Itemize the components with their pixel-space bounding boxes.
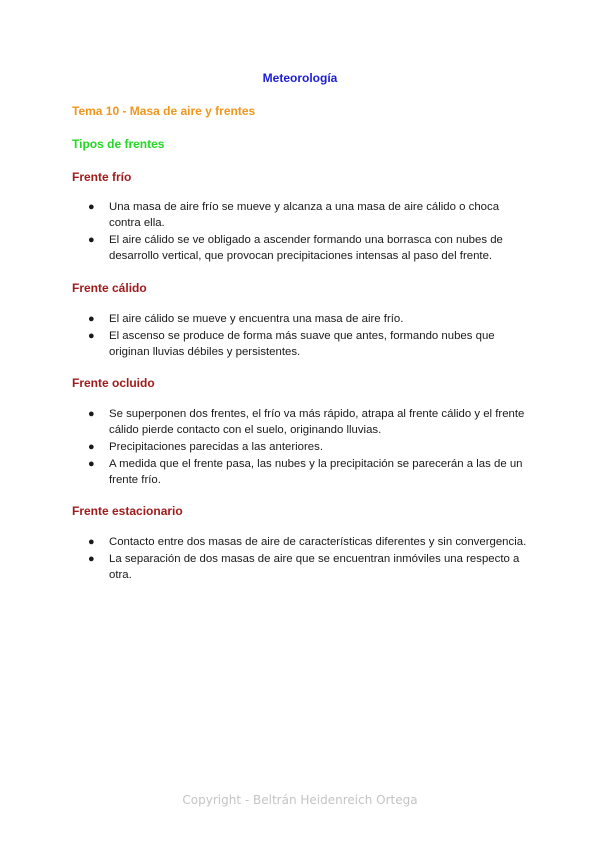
list-item-text: A medida que el frente pasa, las nubes y la precipitación se parecerán a las de un frente frío.	[109, 458, 523, 486]
bullet-icon: ●	[88, 408, 95, 420]
list-item-text: El aire cálido se mueve y encuentra una masa de aire frío.	[109, 313, 404, 325]
list-item	[72, 439, 532, 455]
list-item	[72, 199, 532, 231]
section-heading-frente-ocluido: Frente ocluido	[72, 376, 155, 390]
list-item	[72, 534, 532, 550]
list-item-text: El aire cálido se ve obligado a ascender formando una borrasca con nubes de desarrollo vertical, que provocan precipitaciones intensas al paso del frente.	[109, 234, 503, 262]
bullet-icon: ●	[88, 330, 95, 342]
list-item-text: Contacto entre dos masas de aire de características diferentes y sin convergencia.	[109, 536, 527, 548]
section-heading-frente-frio: Frente frío	[72, 170, 132, 184]
bullet-icon: ●	[88, 313, 95, 325]
section-heading-frente-estacionario: Frente estacionario	[72, 504, 183, 518]
bullet-icon: ●	[88, 234, 95, 246]
bullet-list-frente-ocluido	[72, 406, 532, 489]
bullet-list-frente-calido	[72, 311, 532, 361]
list-item	[72, 551, 532, 583]
bullet-icon: ●	[88, 441, 95, 453]
subtopic-title: Tipos de frentes	[72, 137, 165, 151]
bullet-icon: ●	[88, 536, 95, 548]
copyright-footer: Copyright - Beltrán Heidenreich Ortega	[182, 793, 418, 807]
list-item-text: El ascenso se produce de forma más suave que antes, formando nubes que originan lluvias débiles y persistentes.	[109, 330, 495, 358]
document-title: Meteorología	[262, 71, 338, 85]
bullet-list-frente-frio	[72, 199, 532, 265]
bullet-icon: ●	[88, 553, 95, 565]
list-item	[72, 328, 532, 360]
bullet-icon: ●	[88, 458, 95, 470]
section-heading-frente-calido: Frente cálido	[72, 281, 147, 295]
list-item-text: Precipitaciones parecidas a las anteriores.	[109, 441, 324, 453]
list-item-text: La separación de dos masas de aire que se encuentran inmóviles una respecto a otra.	[109, 553, 520, 581]
topic-title: Tema 10 - Masa de aire y frentes	[72, 104, 256, 118]
list-item	[72, 406, 532, 438]
list-item	[72, 311, 532, 327]
list-item-text: Se superponen dos frentes, el frío va más rápido, atrapa al frente cálido y el frente cálido pierde contacto con el suelo, originando lluvias.	[109, 408, 525, 436]
list-item	[72, 456, 532, 488]
list-item-text: Una masa de aire frío se mueve y alcanza a una masa de aire cálido o choca contra ella.	[109, 201, 500, 229]
list-item	[72, 232, 532, 264]
bullet-list-frente-estacionario	[72, 534, 532, 584]
bullet-icon: ●	[88, 201, 95, 213]
